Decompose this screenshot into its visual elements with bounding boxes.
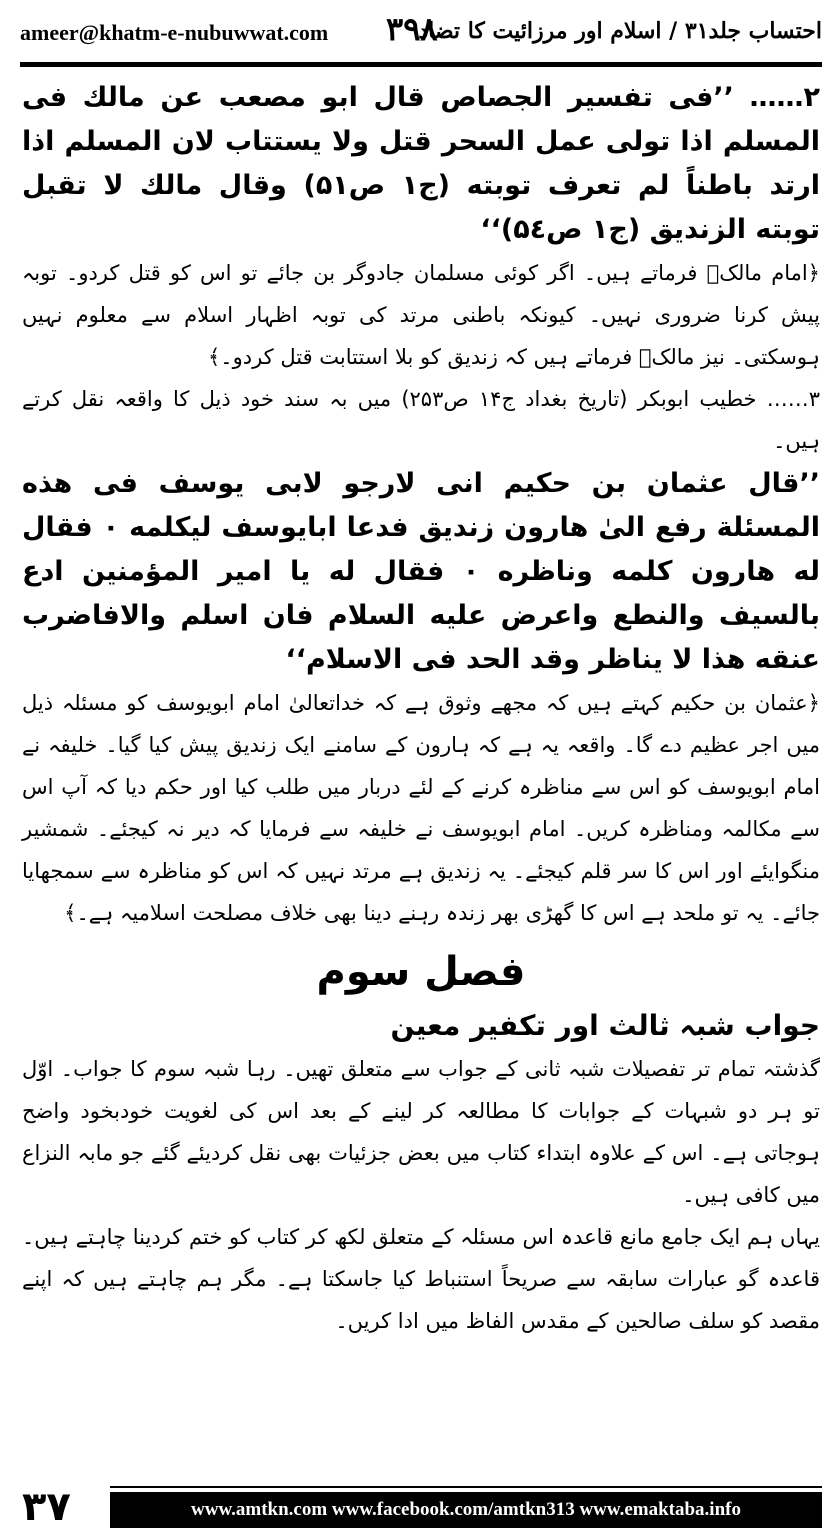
header-email: ameer@khatm-e-nubuwwat.com bbox=[20, 20, 329, 45]
paragraph-3: گذشتہ تمام تر تفصیلات شبہ ثانی کے جواب سے متعلق تھیں۔ رہا شبہ سوم کا جواب۔ اوّل تو ہر دو شبہات کے جوابات کا مطالعہ کر لینے کے بعد اس کی لغویت خودبخود واضح ہوجاتی ہے۔ اس کے علاوہ ابتداء کتاب میں بعض جزئیات بھی نقل کردیئے گئے جو مابہ النزاع میں کافی ہیں۔ bbox=[22, 1057, 820, 1207]
footer-page-number: ۳۷ bbox=[22, 1484, 71, 1530]
page-header bbox=[20, 6, 822, 56]
section-subheading: جواب شبہ ثالث اور تکفیر معین bbox=[390, 1009, 820, 1042]
section-heading: فصل سوم bbox=[316, 949, 526, 995]
header-book-title: احتساب جلد۳۱ / اسلام اور مرزائیت کا تضاد bbox=[418, 18, 822, 44]
header-rule bbox=[20, 62, 822, 67]
page-body bbox=[22, 76, 820, 1342]
paragraph-intro-2: ۳…… خطیب ابوبکر (تاریخ بغداد ج۱۴ ص۲۵۳) میں بہ سند خود ذیل کا واقعہ نقل کرتے ہیں۔ bbox=[22, 387, 820, 453]
footer-urls: www.amtkn.com www.facebook.com/amtkn313 www.emaktaba.info bbox=[191, 1499, 741, 1520]
urdu-translation-1: ﴿امام مالکؒ فرماتے ہیں۔ اگر کوئی مسلمان جادوگر بن جائے تو اس کو قتل کردو۔ توبہ پیش کرنا ضروری نہیں۔ کیونکہ باطنی مرتد کی توبہ اظہار اسلام سے معلوم نہیں ہوسکتی۔ نیز مالکؒ فرماتے ہیں کہ زندیق کو بلا استتابت قتل کردو۔﴾ bbox=[22, 261, 820, 369]
paragraph-4: یہاں ہم ایک جامع مانع قاعدہ اس مسئلہ کے متعلق لکھ کر کتاب کو ختم کردینا چاہتے ہیں۔ قاعدہ گو عبارات سابقہ سے صریحاً استنباط کیا جاسکتا ہے۔ مگر ہم چاہتے ہیں کہ اپنے مقصد کو سلف صالحین کے مقدس الفاظ میں ادا کریں۔ bbox=[22, 1225, 820, 1333]
arabic-quote-2: ’’قال عثمان بن حکیم انی لارجو لابی یوسف فی هذه المسئلة رفع الیٰ هارون زندیق فدعا ابایوسف لیکلمه ۰ فقال له هارون کلمه وناظره ۰ فقال له یا امیر المؤمنین ادع بالسیف والنطع واعرض علیه السلام فان اسلم والافاضرب عنقه هذا لا یناظر وقد الحد فی الاسلام‘‘ bbox=[22, 468, 821, 675]
arabic-quote-1: ۲…… ’’فی تفسیر الجصاص قال ابو مصعب عن مالك فی المسلم اذا تولی عمل السحر قتل ولا یستتاب لان المسلم اذا ارتد باطناً لم تعرف توبته (ج۱ ص۵۱) وقال مالك لا تقبل توبته الزندیق (ج۱ ص۵٤)‘‘ bbox=[22, 82, 820, 245]
footer-rule bbox=[110, 1486, 822, 1488]
urdu-translation-2: ﴿عثمان بن حکیم کہتے ہیں کہ مجھے وثوق ہے کہ خداتعالیٰ امام ابویوسف کو مسئلہ ذیل میں اجر عظیم دے گا۔ واقعہ یہ ہے کہ ہارون کے سامنے ایک زندیق پیش کیا گیا۔ خلیفہ نے امام ابویوسف کو اس سے مناظرہ کرنے کے لئے دربار میں طلب کیا اور حکم دیا کہ آپ اس سے مکالمہ ومناظرہ کریں۔ امام ابویوسف نے خلیفہ سے فرمایا کہ دیر نہ کیجئے۔ شمشیر منگوایئے اور اس کا سر قلم کیجئے۔ یہ زندیق ہے مرتد نہیں کہ اس کو مناظرہ سے سمجھایا جائے۔ یہ تو ملحد ہے اس کا گھڑی بھر زندہ رہنے دینا بھی خلاف مصلحت اسلامیہ ہے۔﴾ bbox=[22, 691, 820, 925]
header-page-number: ۳۹۸ bbox=[386, 10, 438, 48]
